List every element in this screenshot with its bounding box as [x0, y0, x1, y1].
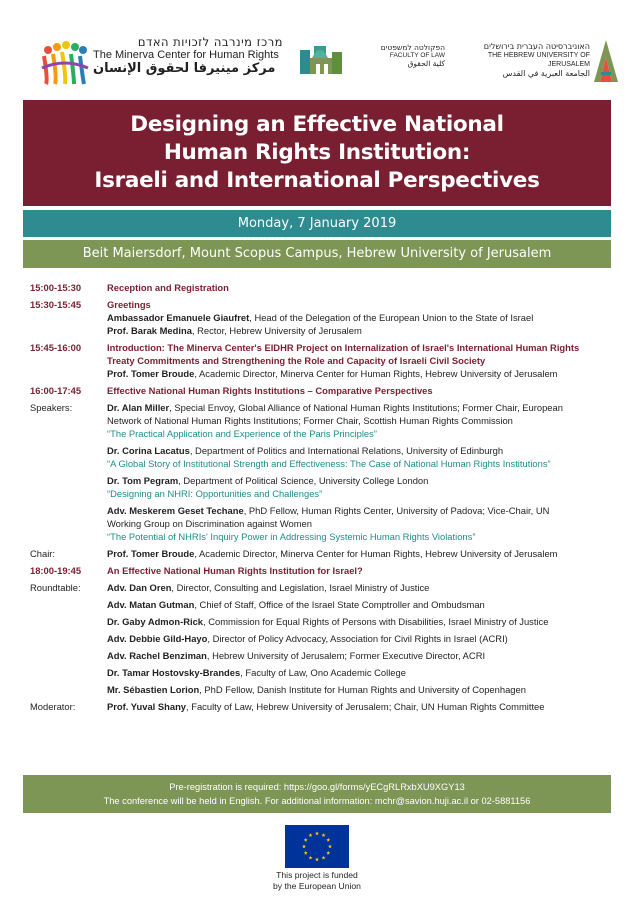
participant-affiliation: , Head of the Delegation of the European Union to the State of Israel: [249, 312, 534, 323]
title-line-1: Designing an Effective National: [130, 112, 504, 137]
member-affiliation: , Chief of Staff, Office of the Israel State Comptroller and Ombudsman: [194, 599, 485, 610]
speaker-name: Dr. Corina Lacatus: [107, 445, 190, 456]
session-title: Reception and Registration: [107, 282, 229, 293]
title-line-2: Human Rights Institution:: [163, 140, 471, 165]
session-time: 16:00-17:45: [30, 385, 82, 396]
minerva-hebrew-name: מרכז מינרבה לזכויות האדם: [137, 35, 283, 49]
minerva-people-icon: [40, 40, 90, 86]
member-name: Adv. Dan Oren: [107, 582, 172, 593]
member-affiliation: , Hebrew University of Jerusalem; Former Executive Director, ACRI: [206, 650, 486, 661]
member-name: Adv. Debbie Gild-Hayo: [107, 633, 208, 644]
roundtable-label: Roundtable:: [30, 582, 81, 593]
law-hebrew-name: הפקולטה למשפטים: [380, 43, 445, 52]
session-time: 15:45-16:00: [30, 342, 82, 353]
huji-arabic-name: الجامعة العبرية في القدس: [502, 69, 590, 78]
roundtable-member: [30, 632, 610, 645]
session-time: 15:00-15:30: [30, 282, 82, 293]
speaker-affiliation: , Department of Political Science, University College London: [178, 475, 429, 486]
talk-title: “Designing an NHRI: Opportunities and Challenges”: [107, 488, 323, 499]
member-name: Dr. Tamar Hostovsky-Brandes: [107, 667, 241, 678]
session-title: Effective National Human Rights Institutions – Comparative Perspectives: [107, 385, 433, 396]
roundtable-member: [30, 615, 610, 628]
registration-link-text: Pre-registration is required: https://goo.gl/forms/yECgRLRxbXU9XGY13: [169, 782, 465, 792]
roundtable-member: [30, 649, 610, 662]
eu-funding-note: [250, 870, 384, 892]
contact-info-text: The conference will be held in English. For additional information: mchr@savion.huji.ac.il or 02-5881156: [103, 796, 531, 806]
member-affiliation: , PhD Fellow, Danish Institute for Human Rights and University of Copenhagen: [199, 684, 526, 695]
session-moderator: [30, 700, 610, 713]
title-banner: [23, 100, 611, 206]
member-affiliation: , Commission for Equal Rights of Persons with Disabilities, Israel Ministry of Justice: [203, 616, 549, 627]
session-reception: [30, 281, 610, 294]
participant: [107, 311, 610, 324]
session-introduction: [30, 341, 610, 380]
roundtable-member: [30, 598, 610, 611]
member-affiliation: , Director, Consulting and Legislation, Israel Ministry of Justice: [171, 582, 430, 593]
moderator-affiliation: , Faculty of Law, Hebrew University of Jerusalem; Chair, UN Human Rights Committee: [186, 701, 545, 712]
speaker-affiliation: , Department of Politics and International Relations, University of Edinburgh: [189, 445, 504, 456]
participant-name: Prof. Barak Medina: [107, 325, 192, 336]
participant-affiliation: , Rector, Hebrew University of Jerusalem: [191, 325, 362, 336]
roundtable-member: [30, 581, 610, 594]
registration-info-banner: [23, 775, 611, 813]
member-name: Dr. Gaby Admon-Rick: [107, 616, 204, 627]
session-comparative: [30, 384, 610, 397]
minerva-center-logo: [40, 34, 283, 94]
session-time: 18:00-19:45: [30, 565, 82, 576]
session-title-line-1: Introduction: The Minerva Center's EIDHR Project on Internalization of Israel's International Human Rights: [107, 342, 580, 353]
speaker-affiliation-cont: Working Group on Discrimination against Women: [107, 518, 312, 529]
law-building-icon: [298, 40, 346, 76]
eu-funding-line-1: This project is funded: [276, 870, 358, 880]
speaker-corina-lacatus: [30, 444, 610, 470]
chair-affiliation: , Academic Director, Minerva Center for Human Rights, Hebrew University of Jerusalem: [194, 548, 558, 559]
roundtable-member: [30, 683, 610, 696]
faculty-of-law-logo: [298, 40, 448, 85]
session-time: 15:30-15:45: [30, 299, 82, 310]
chair-label: Chair:: [30, 548, 56, 559]
event-title: [94, 111, 539, 195]
speaker-affiliation: , PhD Fellow, Human Rights Center, University of Padova; Vice-Chair, UN: [243, 505, 550, 516]
speaker-alan-miller: [30, 401, 610, 440]
hebrew-university-logo: [452, 38, 622, 88]
minerva-arabic-name: مركز مينيرفا لحقوق الإنسان: [93, 61, 276, 76]
chair-name: Prof. Tomer Broude: [107, 548, 195, 559]
speakers-label: Speakers:: [30, 402, 73, 413]
member-name: Adv. Rachel Benziman: [107, 650, 207, 661]
speaker-name: Dr. Tom Pegram: [107, 475, 179, 486]
member-name: Mr. Sébastien Lorion: [107, 684, 200, 695]
event-venue: Beit Maiersdorf, Mount Scopus Campus, Hebrew University of Jerusalem: [23, 240, 611, 268]
session-title: Greetings: [107, 299, 151, 310]
member-name: Adv. Matan Gutman: [107, 599, 195, 610]
participant-name: Ambassador Emanuele Giaufret: [107, 312, 250, 323]
speaker-meskerem-techane: [30, 504, 610, 543]
member-affiliation: , Faculty of Law, Ono Academic College: [240, 667, 406, 678]
huji-hebrew-name: האוניברסיטה העברית בירושלים: [483, 42, 590, 51]
eu-flag-icon: [285, 825, 349, 868]
event-date: Monday, 7 January 2019: [23, 210, 611, 237]
participant: [107, 367, 610, 380]
session-israel-nhri: [30, 564, 610, 577]
talk-title: “The Potential of NHRIs' Inquiry Power in Addressing Systemic Human Rights Violations”: [107, 531, 476, 542]
session-title-line-2: Treaty Commitments and Strengthening the Role and Capacity of Israeli Civil Society: [107, 355, 486, 366]
header-logos: [0, 0, 634, 96]
roundtable-member: [30, 666, 610, 679]
eu-funding-line-2: by the European Union: [273, 881, 361, 891]
member-affiliation: , Director of Policy Advocacy, Association for Civil Rights in Israel (ACRI): [207, 633, 508, 644]
participant-name: Prof. Tomer Broude: [107, 368, 195, 379]
speaker-affiliation-cont: Network of National Human Rights Institutions; Former Chair, Scottish Human Rights Commission: [107, 415, 513, 426]
participant: [107, 324, 610, 337]
law-english-name: FACULTY OF LAW: [389, 52, 445, 59]
title-line-3: Israeli and International Perspectives: [94, 168, 540, 193]
talk-title: “The Practical Application and Experience of the Paris Principles”: [107, 428, 377, 439]
session-title: An Effective National Human Rights Institution for Israel?: [107, 565, 363, 576]
participant-affiliation: , Academic Director, Minerva Center for Human Rights, Hebrew University of Jerusalem: [194, 368, 558, 379]
speaker-affiliation: , Special Envoy, Global Alliance of National Human Rights Institutions; Former Chair, European: [169, 402, 563, 413]
speaker-tom-pegram: [30, 474, 610, 500]
program-schedule: [30, 281, 610, 713]
speaker-name: Adv. Meskerem Geset Techane: [107, 505, 244, 516]
session-chair: [30, 547, 610, 560]
huji-english-name: THE HEBREW UNIVERSITY OF JERUSALEM: [487, 52, 590, 68]
moderator-label: Moderator:: [30, 701, 76, 712]
huji-emblem-icon: [592, 38, 620, 84]
speaker-name: Dr. Alan Miller: [107, 402, 170, 413]
moderator-name: Prof. Yuval Shany: [107, 701, 187, 712]
talk-title: “A Global Story of Institutional Strength and Effectiveness: The Case of National Human Rights Institutions”: [107, 458, 551, 469]
session-greetings: [30, 298, 610, 337]
minerva-english-name: The Minerva Center for Human Rights: [93, 49, 279, 61]
law-arabic-name: كلية الحقوق: [407, 59, 445, 68]
